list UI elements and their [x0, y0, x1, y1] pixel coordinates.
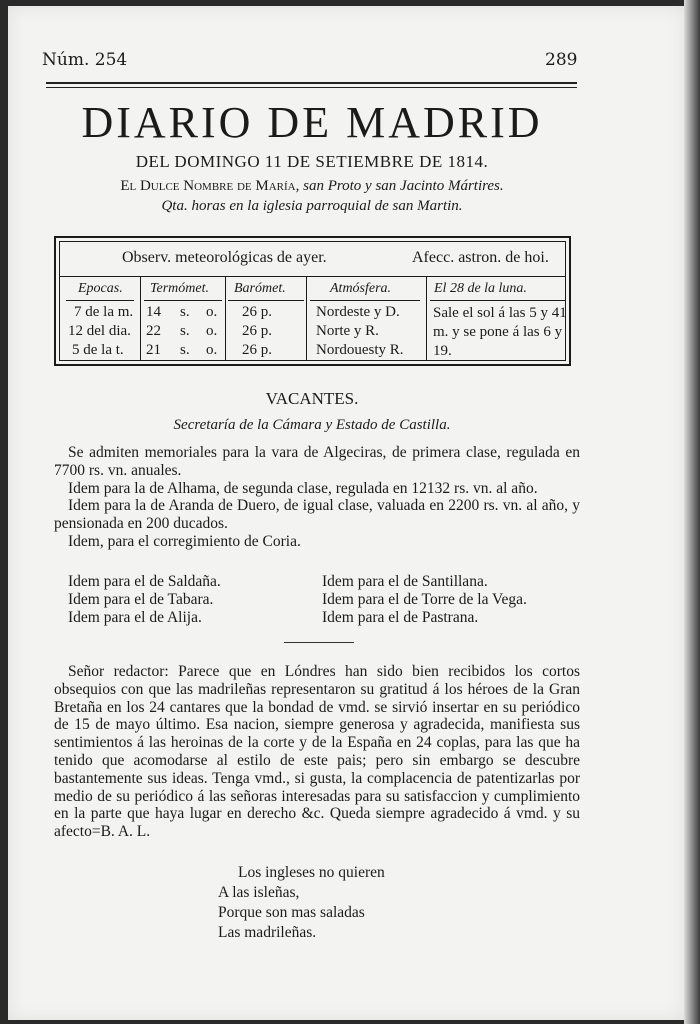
poem-line: Los ingleses no quieren	[238, 864, 385, 881]
vacante-torre-de-la-vega: Idem para el de Torre de la Vega.	[322, 590, 527, 608]
saints-caps: El Dulce Nombre de María	[120, 178, 296, 194]
col-atmosfera: Atmósfera.	[330, 281, 392, 296]
header-rule	[46, 82, 577, 84]
col-epocas: Epocas.	[78, 281, 123, 296]
letter-body	[54, 663, 580, 841]
letter-text: Señor redactor: Parece que en Lóndres han sido bien recibidos los cortos obsequios con que las madrileñas representaron su gratitud á los héroes de la Gran Bretaña en los 24 cantares que la bondad de vmd. se sirvió insertar en su periódico de 15 de mayo último. Esa nacion, siempre generosa y agradecida, manifiesta sus sentimientos á las heroinas de la corte y de la España en 24 coplas, para las que ha tenido que acomodarse al estilo de este pais; pero sin embargo se descubre bastantemente sus ideas. Tenga vmd., si gusta, la complacencia de patentizarlas por medio de su periódico á las señoras interesadas para su satisfaccion y cumplimiento en la parte que haya lugar en derecho &c. Queda siempre agradecido á vmd. y su afecto=B. A. L.	[54, 663, 580, 841]
row3-baro: 26 p.	[242, 342, 272, 358]
list-item	[68, 573, 568, 591]
row3-temp-o: o.	[206, 342, 218, 358]
poem	[218, 863, 385, 943]
weather-table	[54, 236, 571, 366]
row3-epoca: 5 de la t.	[72, 342, 124, 358]
col-underline	[66, 300, 134, 301]
col-luna: El 28 de la luna.	[434, 281, 527, 296]
col-barometro: Barómet.	[234, 281, 286, 296]
row2-epoca: 12 del dia.	[68, 323, 131, 339]
row2-temp-s: s.	[180, 323, 190, 339]
row1-epoca: 7 de la m.	[74, 304, 134, 320]
masthead-title: DIARIO DE MADRID	[81, 98, 543, 147]
row3-temp: 21	[146, 342, 161, 358]
row1-temp-o: o.	[206, 304, 218, 320]
col-underline	[144, 300, 222, 301]
weather-divider	[60, 276, 565, 277]
vacante-aranda: Idem para la de Aranda de Duero, de igual clase, valuada en 2200 rs. vn. al año, y pensionada en 200 ducados.	[54, 497, 580, 533]
weather-heading-left: Observ. meteorológicas de ayer.	[122, 249, 327, 266]
col-underline	[228, 300, 304, 301]
vacante-alija: Idem para el de Alija.	[68, 608, 202, 626]
col-rule	[225, 276, 226, 360]
section-separator	[284, 642, 354, 643]
weather-split	[426, 276, 427, 360]
row1-temp-s: s.	[180, 304, 190, 320]
page-edge-shadow	[684, 0, 700, 1024]
vacante-alhama: Idem para la de Alhama, de segunda clase, regulada en 12132 rs. vn. al año.	[68, 479, 538, 497]
col-rule	[306, 276, 307, 360]
list-item	[68, 609, 568, 627]
col-underline	[310, 300, 420, 301]
vacantes-body	[54, 444, 580, 551]
page-number: 289	[545, 50, 578, 70]
vacante-santillana: Idem para el de Santillana.	[322, 573, 488, 590]
row3-temp-s: s.	[180, 342, 190, 358]
poem-line: A las isleñas,	[218, 884, 300, 901]
weather-heading-right: Afecc. astron. de hoi.	[412, 249, 549, 266]
poem-line: Las madrileñas.	[218, 924, 317, 941]
vacante-coria: Idem, para el corregimiento de Coria.	[68, 532, 301, 550]
poem-line: Porque son mas saladas	[218, 904, 365, 921]
vacante-tabara: Idem para el de Tabara.	[68, 590, 214, 608]
saints-line	[38, 178, 586, 195]
row3-atmos: Nordouesty R.	[316, 342, 404, 358]
col-underline	[430, 300, 565, 301]
col-rule	[140, 276, 141, 360]
newspaper-page	[8, 6, 684, 1020]
issue-number: Núm. 254	[42, 50, 128, 70]
weather-table-inner	[59, 241, 566, 361]
row2-atmos: Norte y R.	[316, 323, 379, 339]
vacante-saldana: Idem para el de Saldaña.	[68, 573, 221, 590]
vacante-algeciras: Se admiten memoriales para la vara de Algeciras, de primera clase, regulada en 7700 rs. vn. anuales.	[54, 444, 580, 479]
col-termometro: Termómet.	[150, 281, 209, 296]
dateline: DEL DOMINGO 11 DE SETIEMBRE DE 1814.	[135, 152, 489, 171]
hours-line: Qta. horas en la iglesia parroquial de san Martin.	[161, 198, 463, 214]
row2-baro: 26 p.	[242, 323, 272, 339]
vacantes-title: VACANTES.	[265, 389, 359, 408]
vacante-pastrana: Idem para el de Pastrana.	[322, 608, 479, 626]
list-item	[68, 591, 568, 609]
row1-temp: 14	[146, 304, 161, 320]
row2-temp: 22	[146, 323, 161, 339]
row2-temp-o: o.	[206, 323, 218, 339]
saints-italic: , san Proto y san Jacinto Mártires.	[295, 178, 504, 194]
vacantes-subtitle: Secretaría de la Cámara y Estado de Castilla.	[173, 417, 451, 433]
vacantes-list	[68, 573, 568, 626]
row1-baro: 26 p.	[242, 304, 272, 320]
header-rule-thin	[46, 87, 577, 88]
row1-atmos: Nordeste y D.	[316, 304, 400, 320]
luna-text: Sale el sol á las 5 y 41 m. y se pone á las 6 y 19.	[433, 305, 567, 359]
